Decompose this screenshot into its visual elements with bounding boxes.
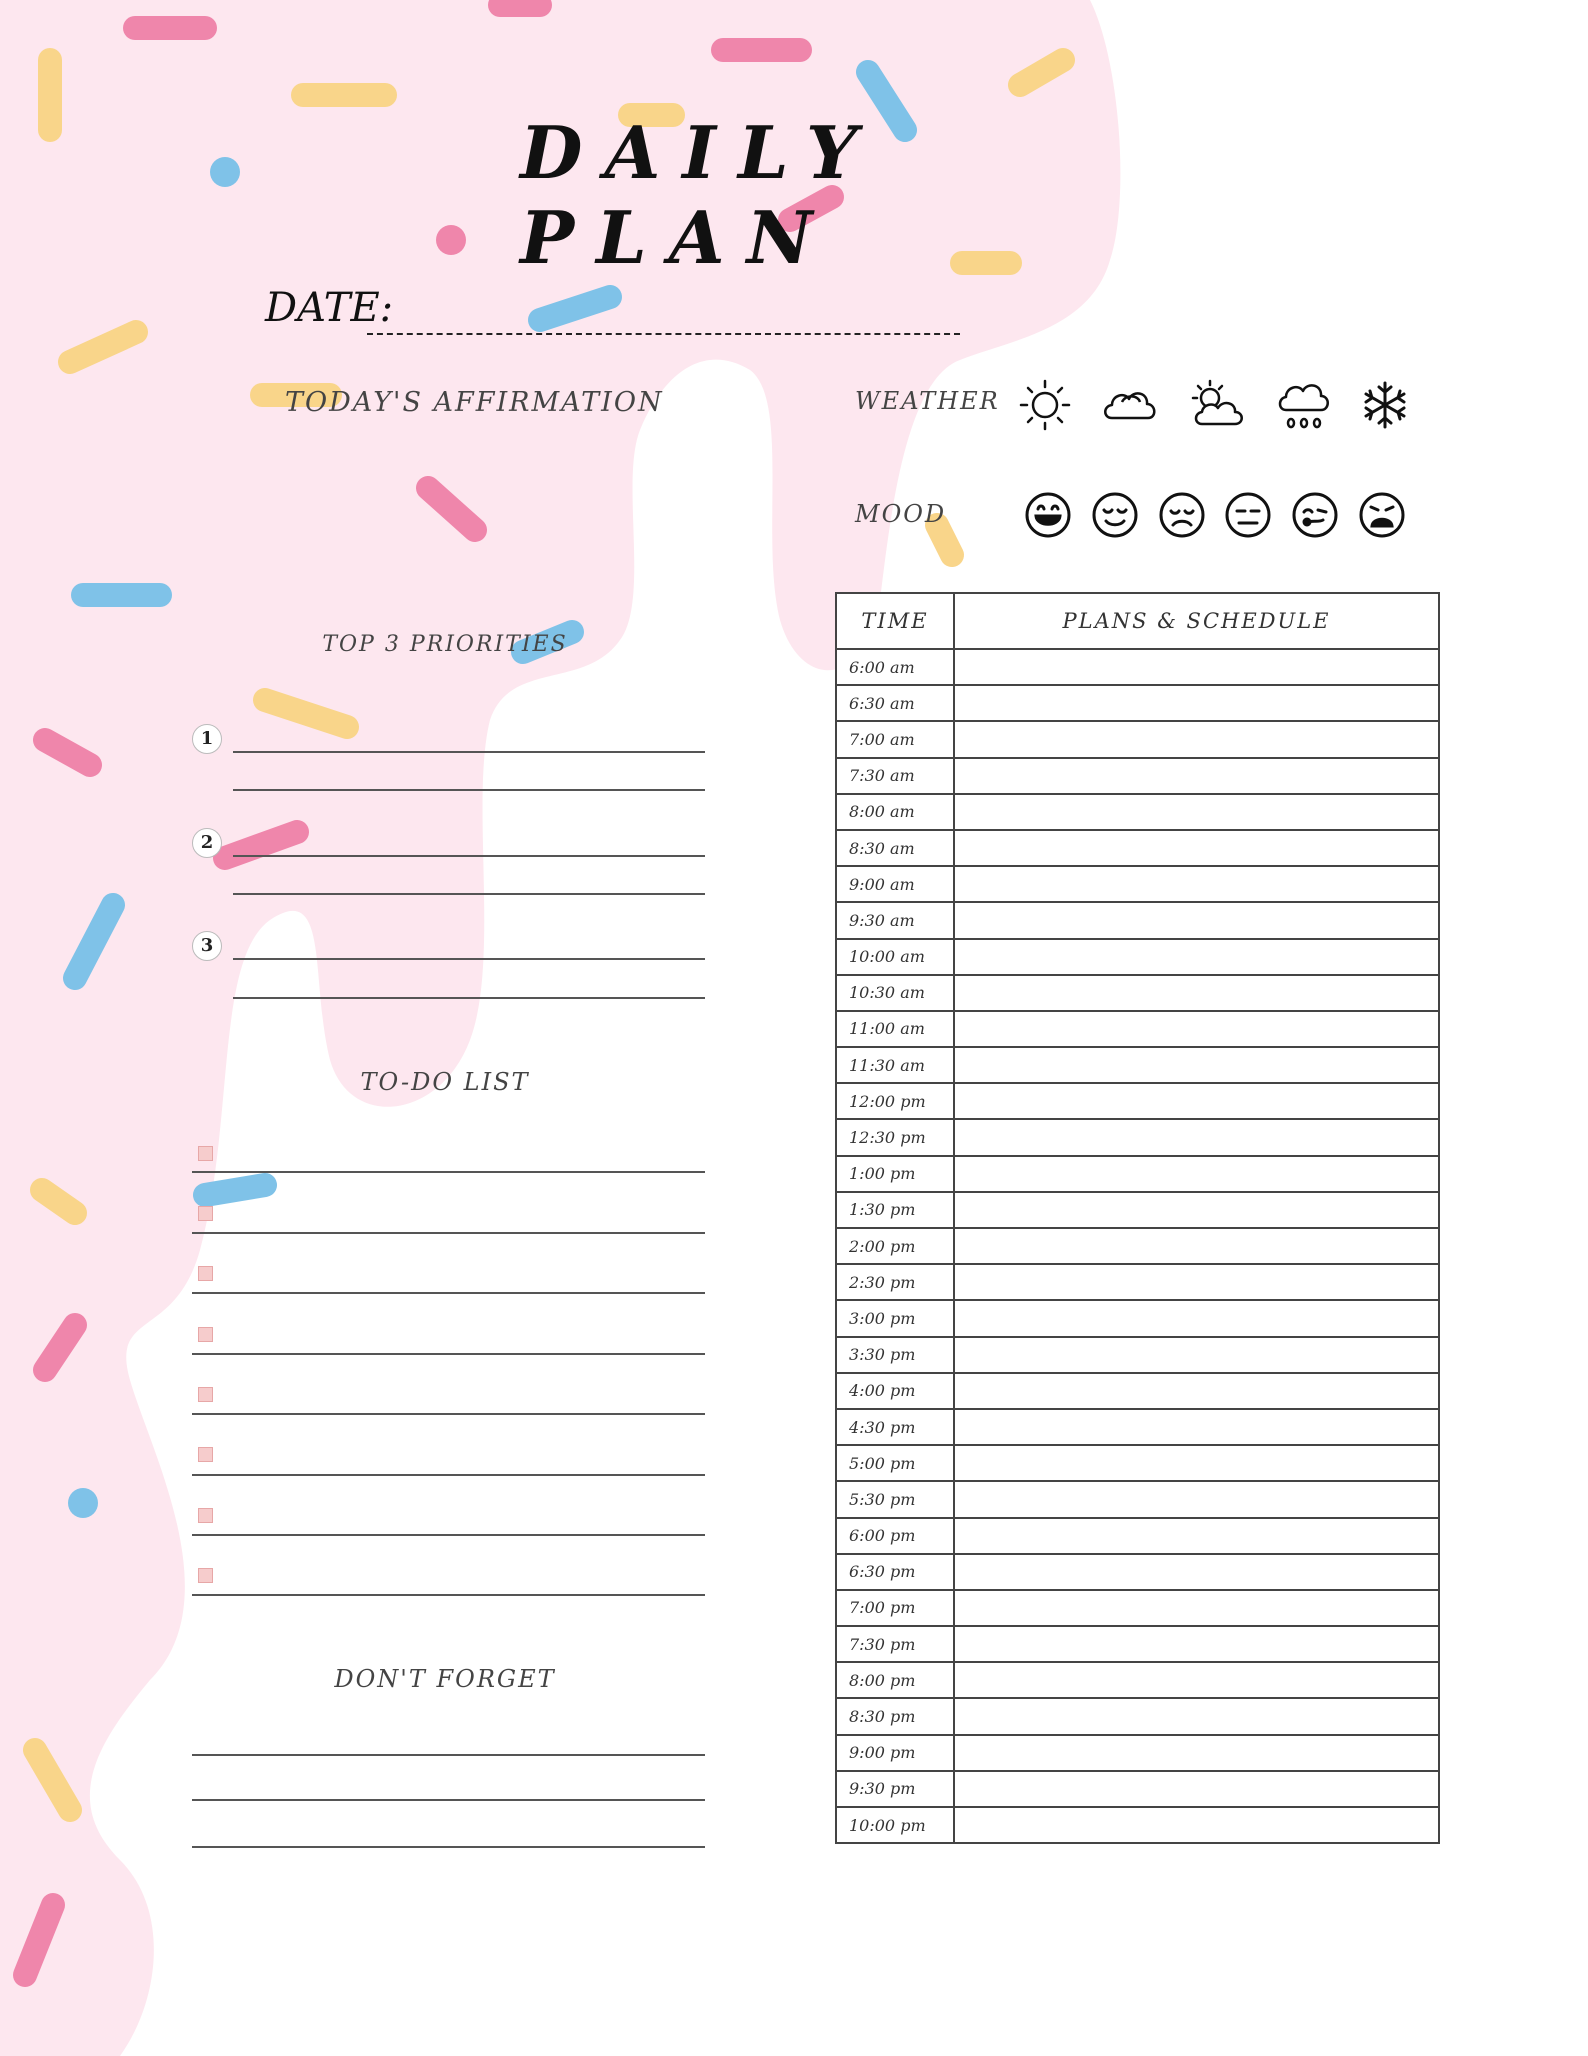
schedule-row <box>836 649 1439 685</box>
todo-line[interactable] <box>192 1534 705 1536</box>
time-slot-label: 5:00 pm <box>836 1445 954 1481</box>
schedule-row <box>836 1011 1439 1047</box>
time-slot-label: 8:00 am <box>836 794 954 830</box>
time-slot-label: 2:00 pm <box>836 1228 954 1264</box>
time-slot-label: 12:00 pm <box>836 1083 954 1119</box>
sprinkle-dot <box>210 157 240 187</box>
weather-label: WEATHER <box>855 387 1000 415</box>
plan-cell[interactable] <box>954 1047 1439 1083</box>
plan-cell[interactable] <box>954 1554 1439 1590</box>
schedule-row <box>836 1373 1439 1409</box>
schedule-row <box>836 721 1439 757</box>
schedule-row <box>836 1807 1439 1843</box>
plan-cell[interactable] <box>954 866 1439 902</box>
schedule-row <box>836 830 1439 866</box>
schedule-row <box>836 1481 1439 1517</box>
todo-checkbox[interactable] <box>198 1327 213 1342</box>
schedule-row <box>836 902 1439 938</box>
schedule-row <box>836 1445 1439 1481</box>
schedule-row <box>836 1119 1439 1155</box>
schedule-row <box>836 1554 1439 1590</box>
plan-cell[interactable] <box>954 1264 1439 1300</box>
time-slot-label: 6:00 pm <box>836 1518 954 1554</box>
time-slot-label: 10:00 pm <box>836 1807 954 1843</box>
plan-cell[interactable] <box>954 1445 1439 1481</box>
time-slot-label: 7:00 am <box>836 721 954 757</box>
schedule-row <box>836 939 1439 975</box>
schedule-row <box>836 1662 1439 1698</box>
schedule-body <box>836 649 1439 1843</box>
todo-title: TO-DO LIST <box>360 1068 530 1096</box>
cloud-icon[interactable] <box>1100 380 1160 430</box>
time-slot-label: 8:00 pm <box>836 1662 954 1698</box>
todo-checkbox[interactable] <box>198 1266 213 1281</box>
schedule-row <box>836 1047 1439 1083</box>
time-column-header: TIME <box>836 593 954 649</box>
affirmation-label: TODAY'S AFFIRMATION <box>285 387 664 418</box>
dont-forget-line[interactable] <box>192 1799 705 1801</box>
content-face-icon[interactable] <box>1090 490 1140 540</box>
time-slot-label: 1:00 pm <box>836 1156 954 1192</box>
schedule-row <box>836 1518 1439 1554</box>
time-slot-label: 3:00 pm <box>836 1300 954 1336</box>
dont-forget-line[interactable] <box>192 1846 705 1848</box>
schedule-row <box>836 1590 1439 1626</box>
priority-line[interactable] <box>233 958 705 960</box>
schedule-row <box>836 758 1439 794</box>
winking-face-icon[interactable] <box>1290 490 1340 540</box>
priority-line[interactable] <box>233 751 705 753</box>
plan-cell[interactable] <box>954 1337 1439 1373</box>
plan-cell[interactable] <box>954 721 1439 757</box>
time-slot-label: 7:30 am <box>836 758 954 794</box>
todo-line[interactable] <box>192 1232 705 1234</box>
snowflake-icon[interactable] <box>1358 378 1412 432</box>
priorities-title: TOP 3 PRIORITIES <box>322 632 568 657</box>
time-slot-label: 2:30 pm <box>836 1264 954 1300</box>
schedule-row <box>836 1228 1439 1264</box>
time-slot-label: 11:30 am <box>836 1047 954 1083</box>
plan-cell[interactable] <box>954 649 1439 685</box>
plan-cell[interactable] <box>954 1807 1439 1843</box>
todo-line[interactable] <box>192 1292 705 1294</box>
schedule-header-row <box>836 593 1439 649</box>
todo-checkbox[interactable] <box>198 1146 213 1161</box>
time-slot-label: 9:00 pm <box>836 1735 954 1771</box>
schedule-row <box>836 1083 1439 1119</box>
schedule-row <box>836 1409 1439 1445</box>
time-slot-label: 7:00 pm <box>836 1590 954 1626</box>
time-slot-label: 11:00 am <box>836 1011 954 1047</box>
time-slot-label: 7:30 pm <box>836 1626 954 1662</box>
upset-face-icon[interactable] <box>1357 490 1407 540</box>
sad-face-icon[interactable] <box>1157 490 1207 540</box>
plan-cell[interactable] <box>954 1011 1439 1047</box>
priority-number: 2 <box>192 828 222 858</box>
time-slot-label: 3:30 pm <box>836 1337 954 1373</box>
time-slot-label: 12:30 pm <box>836 1119 954 1155</box>
schedule-row <box>836 1300 1439 1336</box>
todo-line[interactable] <box>192 1413 705 1415</box>
priority-line[interactable] <box>233 893 705 895</box>
todo-checkbox[interactable] <box>198 1568 213 1583</box>
plan-cell[interactable] <box>954 1481 1439 1517</box>
plan-cell[interactable] <box>954 1119 1439 1155</box>
plan-cell[interactable] <box>954 1228 1439 1264</box>
time-slot-label: 10:30 am <box>836 975 954 1011</box>
grinning-face-icon[interactable] <box>1023 490 1073 540</box>
priority-line[interactable] <box>233 789 705 791</box>
todo-checkbox[interactable] <box>198 1447 213 1462</box>
schedule-row <box>836 975 1439 1011</box>
time-slot-label: 10:00 am <box>836 939 954 975</box>
todo-checkbox[interactable] <box>198 1387 213 1402</box>
plan-cell[interactable] <box>954 1300 1439 1336</box>
plan-cell[interactable] <box>954 1771 1439 1807</box>
schedule-row <box>836 794 1439 830</box>
rain-icon[interactable] <box>1275 378 1333 434</box>
plan-cell[interactable] <box>954 1192 1439 1228</box>
sprinkle <box>205 1185 265 1195</box>
date-label: DATE: <box>265 285 394 331</box>
plans-column-header: PLANS & SCHEDULE <box>954 593 1439 649</box>
todo-line[interactable] <box>192 1171 705 1173</box>
schedule-row <box>836 1264 1439 1300</box>
plan-cell[interactable] <box>954 1409 1439 1445</box>
dont-forget-title: DON'T FORGET <box>334 1665 556 1693</box>
schedule-row <box>836 1771 1439 1807</box>
plan-cell[interactable] <box>954 830 1439 866</box>
priority-line[interactable] <box>233 997 705 999</box>
sprinkle-dot <box>68 1488 98 1518</box>
plan-cell[interactable] <box>954 1662 1439 1698</box>
plan-cell[interactable] <box>954 975 1439 1011</box>
time-slot-label: 6:30 pm <box>836 1554 954 1590</box>
plan-cell[interactable] <box>954 1590 1439 1626</box>
schedule-row <box>836 1192 1439 1228</box>
time-slot-label: 8:30 pm <box>836 1698 954 1734</box>
time-slot-label: 9:30 pm <box>836 1771 954 1807</box>
schedule-row <box>836 1735 1439 1771</box>
dont-forget-line[interactable] <box>192 1754 705 1756</box>
todo-line[interactable] <box>192 1353 705 1355</box>
priority-number: 1 <box>192 724 222 754</box>
time-slot-label: 4:30 pm <box>836 1409 954 1445</box>
plan-cell[interactable] <box>954 939 1439 975</box>
schedule-row <box>836 1156 1439 1192</box>
plan-cell[interactable] <box>954 1156 1439 1192</box>
plan-cell[interactable] <box>954 685 1439 721</box>
plan-cell[interactable] <box>954 758 1439 794</box>
plan-cell[interactable] <box>954 1626 1439 1662</box>
plan-cell[interactable] <box>954 1083 1439 1119</box>
time-slot-label: 8:30 am <box>836 830 954 866</box>
priority-line[interactable] <box>233 855 705 857</box>
plan-cell[interactable] <box>954 902 1439 938</box>
sprinkle-dot <box>436 225 466 255</box>
plan-cell[interactable] <box>954 794 1439 830</box>
time-slot-label: 9:00 am <box>836 866 954 902</box>
todo-line[interactable] <box>192 1594 705 1596</box>
schedule-table <box>835 592 1440 1844</box>
schedule-row <box>836 685 1439 721</box>
time-slot-label: 5:30 pm <box>836 1481 954 1517</box>
time-slot-label: 9:30 am <box>836 902 954 938</box>
sun-icon[interactable] <box>1018 378 1072 432</box>
todo-checkbox[interactable] <box>198 1206 213 1221</box>
date-field[interactable] <box>367 333 960 335</box>
todo-checkbox[interactable] <box>198 1508 213 1523</box>
partly-cloudy-icon[interactable] <box>1188 378 1248 432</box>
time-slot-label: 4:00 pm <box>836 1373 954 1409</box>
time-slot-label: 1:30 pm <box>836 1192 954 1228</box>
page-title: DAILY PLAN <box>520 110 880 280</box>
schedule-row <box>836 866 1439 902</box>
neutral-face-icon[interactable] <box>1223 490 1273 540</box>
time-slot-label: 6:00 am <box>836 649 954 685</box>
sprinkle <box>937 525 952 555</box>
time-slot-label: 6:30 am <box>836 685 954 721</box>
schedule-row <box>836 1337 1439 1373</box>
schedule-row <box>836 1698 1439 1734</box>
schedule-row <box>836 1626 1439 1662</box>
priority-number: 3 <box>192 931 222 961</box>
plan-cell[interactable] <box>954 1698 1439 1734</box>
mood-label: MOOD <box>855 500 947 528</box>
plan-cell[interactable] <box>954 1735 1439 1771</box>
plan-cell[interactable] <box>954 1373 1439 1409</box>
todo-line[interactable] <box>192 1474 705 1476</box>
plan-cell[interactable] <box>954 1518 1439 1554</box>
